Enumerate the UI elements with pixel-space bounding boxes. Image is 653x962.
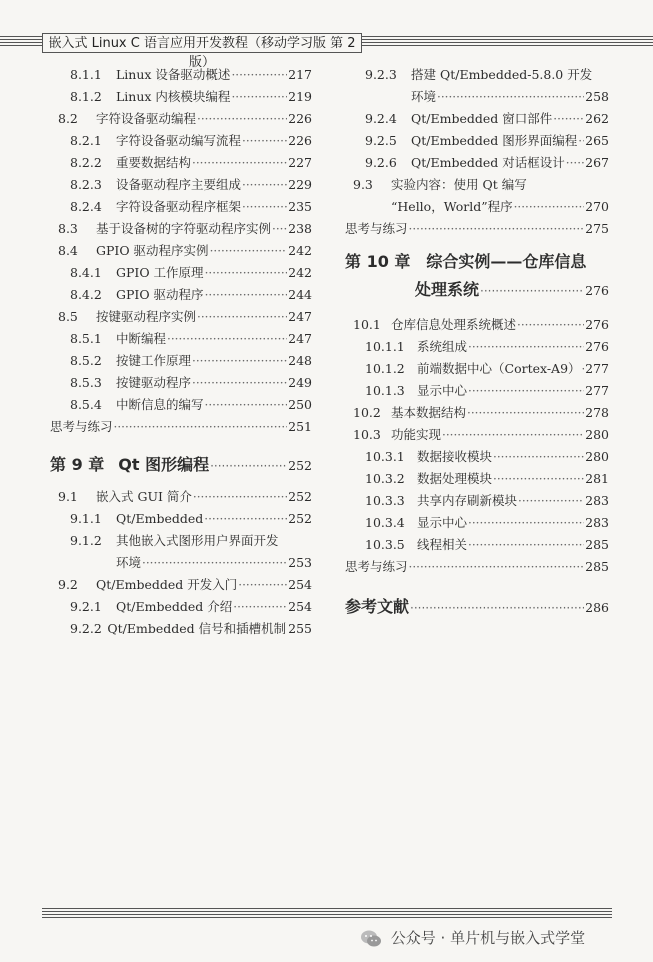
leader-dots [231,86,287,108]
toc-entry-page: 251 [288,419,312,434]
toc-entry-number: 10.3.3 [365,493,405,508]
toc-entry-title: Linux 设备驱动概述 [116,67,231,82]
toc-entry-title: Qt/Embedded 信号和插槽机制 [107,621,287,636]
toc-entry-title: 数据接收模块 [417,449,493,464]
leader-dots [114,416,288,438]
watermark [360,925,640,951]
toc-entry-title: 环境 [411,89,437,104]
leader-dots [197,306,287,328]
toc-entry-page: 254 [288,599,312,614]
toc-entry-page: 247 [288,309,312,324]
toc-entry-number: 10.1.1 [365,339,405,354]
toc-entry [345,512,609,534]
toc-entry-page: 283 [585,493,609,508]
leader-dots [204,508,287,530]
references-heading [345,590,609,624]
toc-left-column [50,64,312,640]
toc-entry-number: 8.4 [58,243,78,258]
toc-entry-page: 238 [288,221,312,236]
chapter-page: 276 [585,283,609,298]
toc-entry-page: 277 [585,383,609,398]
chapter-10-heading-cont [345,276,609,304]
toc-entry-page: 277 [585,361,609,376]
toc-entry-page: 265 [585,133,609,148]
toc-entry [345,358,609,380]
toc-entry-number: 10.3.2 [365,471,405,486]
toc-right-column [345,64,609,624]
toc-entry [345,556,609,578]
toc-entry-page: 235 [288,199,312,214]
toc-entry-number: 8.1.1 [70,67,102,82]
header-rule-left [0,36,42,50]
leader-dots [272,218,287,240]
leader-dots [442,424,584,446]
toc-entry-page: 283 [585,515,609,530]
toc-entry [345,314,609,336]
toc-entry [345,446,609,468]
toc-entry [345,108,609,130]
toc-entry [50,394,312,416]
chapter-9-heading [50,448,312,482]
toc-entry [50,416,312,438]
toc-entry-title: 中断编程 [116,331,167,346]
toc-entry-title: 仓库信息处理系统概述 [391,317,517,332]
toc-entry-title: 搭建 Qt/Embedded-5.8.0 开发 [411,67,593,82]
toc-entry [50,306,312,328]
toc-entry-title: Linux 内核模块编程 [116,89,231,104]
toc-entry-page: 242 [288,243,312,258]
chapter-label: 第 10 章 [345,252,411,271]
toc-entry-page: 276 [585,317,609,332]
footer-rule [42,908,612,920]
leader-dots [192,350,287,372]
toc-entry-page: 280 [585,427,609,442]
leader-dots [553,108,584,130]
toc-entry-number: 8.2.1 [70,133,102,148]
toc-entry [50,530,312,552]
toc-entry [345,380,609,402]
toc-entry-number: 9.2.3 [365,67,397,82]
toc-entry-title: 环境 [116,555,142,570]
toc-entry-page: 281 [585,471,609,486]
toc-entry [345,468,609,490]
leader-dots [493,468,584,490]
toc-entry [345,152,609,174]
toc-entry-number: 10.3.4 [365,515,405,530]
leader-dots [205,284,288,306]
toc-entry-title: 按键工作原理 [116,353,192,368]
leader-dots [197,108,287,130]
toc-entry [345,64,609,86]
toc-entry-number: 10.1.3 [365,383,405,398]
toc-entry-page: 276 [585,339,609,354]
leader-dots [205,394,288,416]
references-page: 286 [585,600,609,615]
toc-entry-page: 219 [288,89,312,104]
toc-entry-page: 226 [288,111,312,126]
toc-entry-number: 9.2.5 [365,133,397,148]
leader-dots [468,336,584,358]
toc-entry-number: 8.5 [58,309,78,324]
toc-entry-number: 10.2 [353,405,381,420]
toc-entry-number: 8.4.2 [70,287,102,302]
toc-entry-page: 247 [288,331,312,346]
references-title: 参考文献 [345,597,410,616]
chapter-title-line2: 处理系统 [415,280,480,299]
leader-dots [233,596,287,618]
toc-entry-title: Qt/Embedded 介绍 [116,599,233,614]
leader-dots [409,218,585,240]
toc-entry-page: 229 [288,177,312,192]
toc-entry [50,284,312,306]
toc-entry [345,218,609,240]
toc-entry-title: GPIO 驱动程序 [116,287,204,302]
running-header [0,30,653,70]
toc-entry-title: GPIO 驱动程序实例 [96,243,209,258]
toc-entry-page: 242 [288,265,312,280]
leader-dots [518,490,584,512]
toc-entry-title: “Hello，World”程序 [391,199,513,214]
toc-entry [50,618,312,640]
toc-entry-number: 10.3.5 [365,537,405,552]
leader-dots [467,402,584,424]
toc-entry [345,86,609,108]
leader-dots [142,552,287,574]
toc-entry [345,534,609,556]
leader-dots [514,196,585,218]
toc-entry-page: 252 [288,489,312,504]
toc-entry-number: 10.1 [353,317,381,332]
toc-entry-title: Qt/Embedded 图形界面编程 [411,133,578,148]
toc-entry-title: 字符设备驱动编写流程 [116,133,242,148]
toc-entry-number: 9.2.6 [365,155,397,170]
toc-entry [345,196,609,218]
toc-entry-title: Qt/Embedded 窗口部件 [411,111,553,126]
toc-entry [50,218,312,240]
toc-entry [50,64,312,86]
toc-entry [50,262,312,284]
toc-entry-title: GPIO 工作原理 [116,265,204,280]
chapter-page: 252 [288,458,312,473]
leader-dots [493,446,584,468]
toc-entry [50,596,312,618]
toc-entry-title: 设备驱动程序主要组成 [116,177,242,192]
toc-entry-page: 226 [288,133,312,148]
toc-entry-title: 按键驱动程序 [116,375,192,390]
leader-dots [409,556,585,578]
leader-dots [205,262,288,284]
toc-entry [345,174,609,196]
leader-dots [566,152,584,174]
toc-entry-title: 实验内容：使用 Qt 编写 [391,177,527,192]
leader-dots [238,574,287,596]
toc-entry-number: 8.3 [58,221,78,236]
toc-entry-title: 显示中心 [417,515,468,530]
toc-entry-page: 280 [585,449,609,464]
chapter-title-line1: 综合实例——仓库信息 [426,252,587,271]
toc-entry-number: 8.4.1 [70,265,102,280]
toc-entry-number: 9.2.4 [365,111,397,126]
leader-dots [242,130,287,152]
toc-entry-page: 270 [585,199,609,214]
toc-entry-number: 8.5.1 [70,331,102,346]
toc-entry-title: 按键驱动程序实例 [96,309,197,324]
toc-entry-page: 262 [585,111,609,126]
toc-entry-title: 数据处理模块 [417,471,493,486]
toc-entry-page: 258 [585,89,609,104]
header-rule-right [362,36,653,50]
toc-entry [50,372,312,394]
toc-entry [345,130,609,152]
toc-entry-page: 217 [288,67,312,82]
toc-entry-number: 8.5.2 [70,353,102,368]
toc-entry-title: 基于设备树的字符驱动程序实例 [96,221,272,236]
toc-entry [50,196,312,218]
leader-dots [468,512,584,534]
toc-entry [50,508,312,530]
toc-entry [50,86,312,108]
toc-entry-title: 共享内存刷新模块 [417,493,518,508]
toc-entry-title: 思考与练习 [50,419,113,434]
toc-entry-title: 线程相关 [417,537,468,552]
toc-entry-number: 9.1 [58,489,78,504]
toc-entry-number: 8.2.4 [70,199,102,214]
toc-entry-page: 255 [288,621,312,636]
toc-entry [345,336,609,358]
leader-dots [468,380,584,402]
toc-entry [50,350,312,372]
leader-dots [468,534,584,556]
toc-entry-number: 9.1.2 [70,533,102,548]
toc-entry [50,240,312,262]
leader-dots [231,64,287,86]
toc-entry-number: 9.2.1 [70,599,102,614]
toc-entry-title: 中断信息的编写 [116,397,204,412]
leader-dots [517,314,584,336]
toc-entry-number: 10.1.2 [365,361,405,376]
toc-entry-page: 275 [585,221,609,236]
toc-entry-title: 功能实现 [391,427,442,442]
leader-dots [210,240,288,262]
toc-entry-number: 9.2 [58,577,78,592]
toc-entry-page: 248 [288,353,312,368]
leader-dots [582,358,585,380]
toc-entry-number: 8.2.3 [70,177,102,192]
toc-entry [50,574,312,596]
header-title: 嵌入式 Linux C 语言应用开发教程（移动学习版 第 2 版） [42,33,362,53]
toc-entry-title: 字符设备驱动编程 [96,111,197,126]
toc-entry-title: 思考与练习 [345,221,408,236]
toc-entry [50,108,312,130]
leader-dots [578,130,584,152]
leader-dots [192,372,287,394]
toc-entry [50,328,312,350]
toc-entry-number: 8.5.3 [70,375,102,390]
wechat-icon [360,929,382,949]
toc-entry-title: 基本数据结构 [391,405,467,420]
toc-entry [345,424,609,446]
toc-entry-page: 254 [288,577,312,592]
leader-dots [167,328,287,350]
toc-entry-title: 显示中心 [417,383,468,398]
toc-entry-title: 嵌入式 GUI 简介 [96,489,192,504]
toc-entry-page: 285 [585,537,609,552]
leader-dots [242,174,287,196]
toc-entry [50,152,312,174]
toc-entry-number: 10.3 [353,427,381,442]
toc-entry [50,552,312,574]
toc-entry-title: Qt/Embedded 开发入门 [96,577,238,592]
toc-entry-title: 字符设备驱动程序框架 [116,199,242,214]
toc-entry-page: 227 [288,155,312,170]
toc-entry-number: 8.2.2 [70,155,102,170]
chapter-label: 第 9 章 [50,455,105,474]
toc-entry-page: 278 [585,405,609,420]
toc-entry-number: 9.2.2 [70,621,102,636]
leader-dots [193,486,287,508]
toc-entry [50,130,312,152]
toc-entry-page: 249 [288,375,312,390]
toc-entry-title: Qt/Embedded 对话框设计 [411,155,565,170]
toc-entry-page: 267 [585,155,609,170]
toc-entry-page: 253 [288,555,312,570]
chapter-10-heading [345,248,609,276]
toc-entry-number: 8.1.2 [70,89,102,104]
toc-entry [50,174,312,196]
watermark-text: 公众号 · 单片机与嵌入式学堂 [390,929,586,947]
toc-entry-number: 8.2 [58,111,78,126]
toc-entry-page: 285 [585,559,609,574]
toc-entry-title: Qt/Embedded [116,511,204,526]
toc-entry [345,490,609,512]
toc-entry-number: 8.5.4 [70,397,102,412]
toc-entry-number: 9.3 [353,177,373,192]
leader-dots [192,152,287,174]
toc-entry-title: 重要数据结构 [116,155,192,170]
toc-entry-number: 10.3.1 [365,449,405,464]
leader-dots [242,196,287,218]
toc-entry [345,402,609,424]
leader-dots [437,86,584,108]
toc-entry-page: 252 [288,511,312,526]
toc-entry-page: 244 [288,287,312,302]
toc-entry-page: 250 [288,397,312,412]
toc-entry-title: 思考与练习 [345,559,408,574]
toc-entry [50,486,312,508]
chapter-title: Qt 图形编程 [118,455,210,474]
toc-entry-title: 前端数据中心（Cortex-A9） [417,361,581,376]
toc-entry-title: 系统组成 [417,339,468,354]
toc-entry-title: 其他嵌入式图形用户界面开发 [116,533,279,548]
toc-entry-number: 9.1.1 [70,511,102,526]
